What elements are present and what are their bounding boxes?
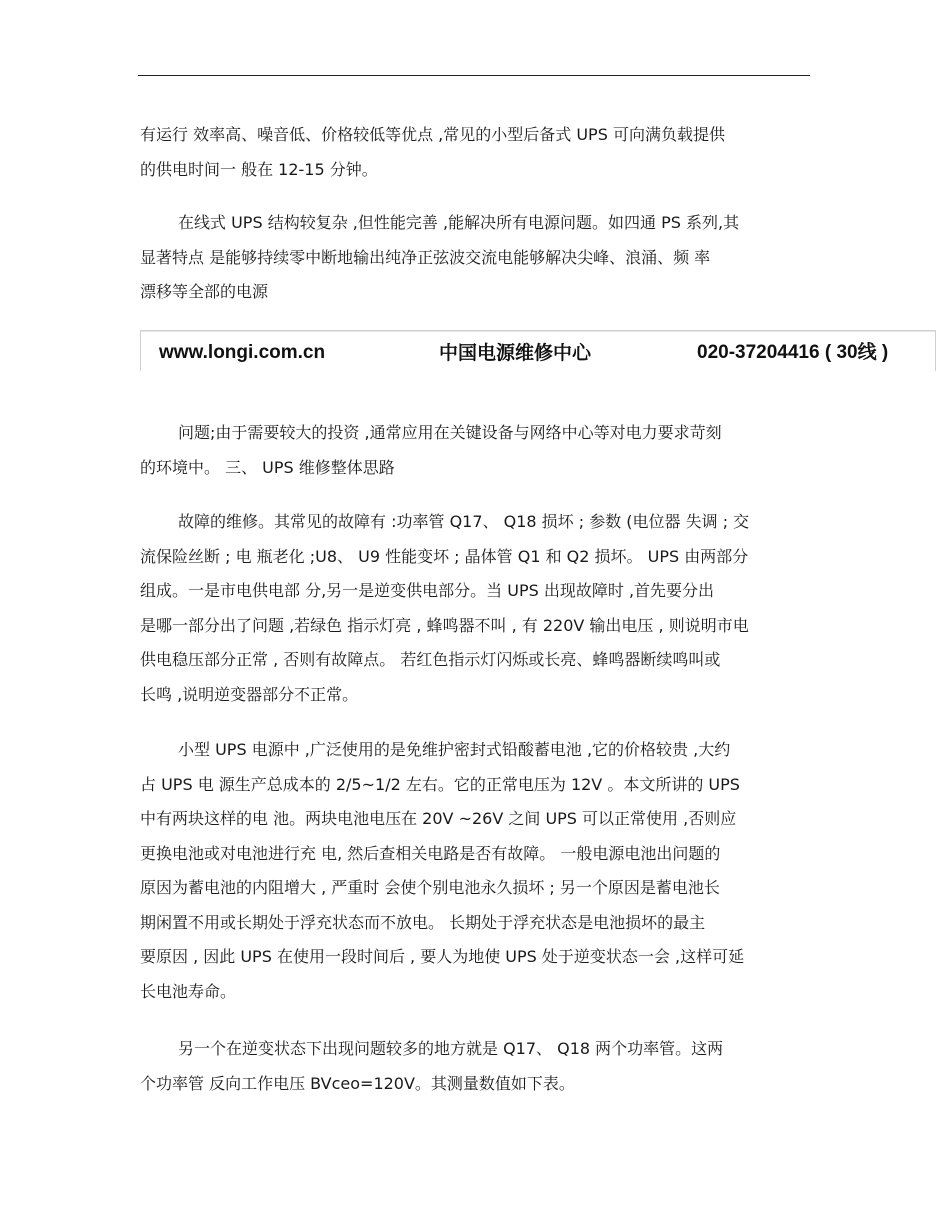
text-line: 占 UPS 电 源生产总成本的 2/5~1/2 左右。它的正常电压为 12V 。本文所讲的 UPS: [140, 774, 740, 794]
text-line: 长电池寿命。: [140, 981, 237, 1001]
text-line: 有运行 效率高、噪音低、价格较低等优点 ,常见的小型后备式 UPS 可向满负载提供: [140, 125, 725, 144]
banner-company-name: 中国电源维修中心: [439, 342, 592, 364]
text-line: 更换电池或对电池进行充 电, 然后查相关电路是否有故障。 一般电源电池出问题的: [140, 843, 721, 863]
paragraph-1: [140, 118, 808, 187]
paragraph-6: [140, 1032, 808, 1101]
text-line: 显著特点 是能够持续零中断地输出纯净正弦波交流电能够解决尖峰、浪涌、频 率: [140, 247, 711, 267]
paragraph-4: [140, 505, 808, 712]
text-line: 漂移等全部的电源: [140, 282, 269, 301]
banner-url: www.longi.com.cn: [159, 342, 326, 363]
text-line: 要原因 , 因此 UPS 在使用一段时间后 , 要人为地使 UPS 处于逆变状态一会 ,这样可延: [140, 947, 745, 966]
text-line: 的供电时间一 般在 12-15 分钟。: [140, 159, 378, 179]
text-line: 是哪一部分出了问题 ,若绿色 指示灯亮 , 蜂鸣器不叫 , 有 220V 输出电压 , 则说明市电: [140, 615, 749, 635]
contact-banner: [140, 330, 936, 371]
text-line: 长鸣 ,说明逆变器部分不正常。: [140, 684, 359, 704]
text-line: 中有两块这样的电 池。两块电池电压在 20V ~26V 之间 UPS 可以正常使用 ,否则应: [140, 809, 737, 828]
text-line: 个功率管 反向工作电压 BVceo=120V。其测量数值如下表。: [140, 1073, 575, 1093]
text-line: 在线式 UPS 结构较复杂 ,但性能完善 ,能解决所有电源问题。如四通 PS 系列,其: [178, 213, 740, 232]
text-line: 流保险丝断 ; 电 瓶老化 ;U8、 U9 性能变坏 ; 晶体管 Q1 和 Q2 损坏。 UPS 由两部分: [140, 546, 749, 566]
text-line: 另一个在逆变状态下出现问题较多的地方就是 Q17、 Q18 两个功率管。这两: [178, 1039, 724, 1058]
text-line: 原因为蓄电池的内阻增大 , 严重时 会使个别电池永久损坏 ; 另一个原因是蓄电池长: [140, 878, 720, 897]
text-line: 供电稳压部分正常 , 否则有故障点。 若红色指示灯闪烁或长亮、蜂鸣器断续鸣叫或: [140, 650, 721, 669]
header-rule: [138, 75, 810, 76]
text-line: 问题;由于需要较大的投资 ,通常应用在关键设备与网络中心等对电力要求苛刻: [178, 423, 722, 442]
text-line: 小型 UPS 电源中 ,广泛使用的是免维护密封式铅酸蓄电池 ,它的价格较贵 ,大约: [178, 740, 731, 759]
text-line: 期闲置不用或长期处于浮充状态而不放电。 长期处于浮充状态是电池损坏的最主: [140, 912, 706, 932]
text-line: 组成。一是市电供电部 分,另一是逆变供电部分。当 UPS 出现故障时 ,首先要分出: [140, 581, 715, 600]
paragraph-5: [140, 733, 808, 1009]
paragraph-3: [140, 416, 808, 485]
text-line: 故障的维修。其常见的故障有 :功率管 Q17、 Q18 损坏 ; 参数 (电位器 失调 ; 交: [178, 512, 750, 531]
text-line: 的环境中。 三、 UPS 维修整体思路: [140, 457, 395, 477]
banner-phone: 020-37204416 ( 30线 ): [697, 342, 889, 363]
paragraph-2: [140, 206, 808, 310]
